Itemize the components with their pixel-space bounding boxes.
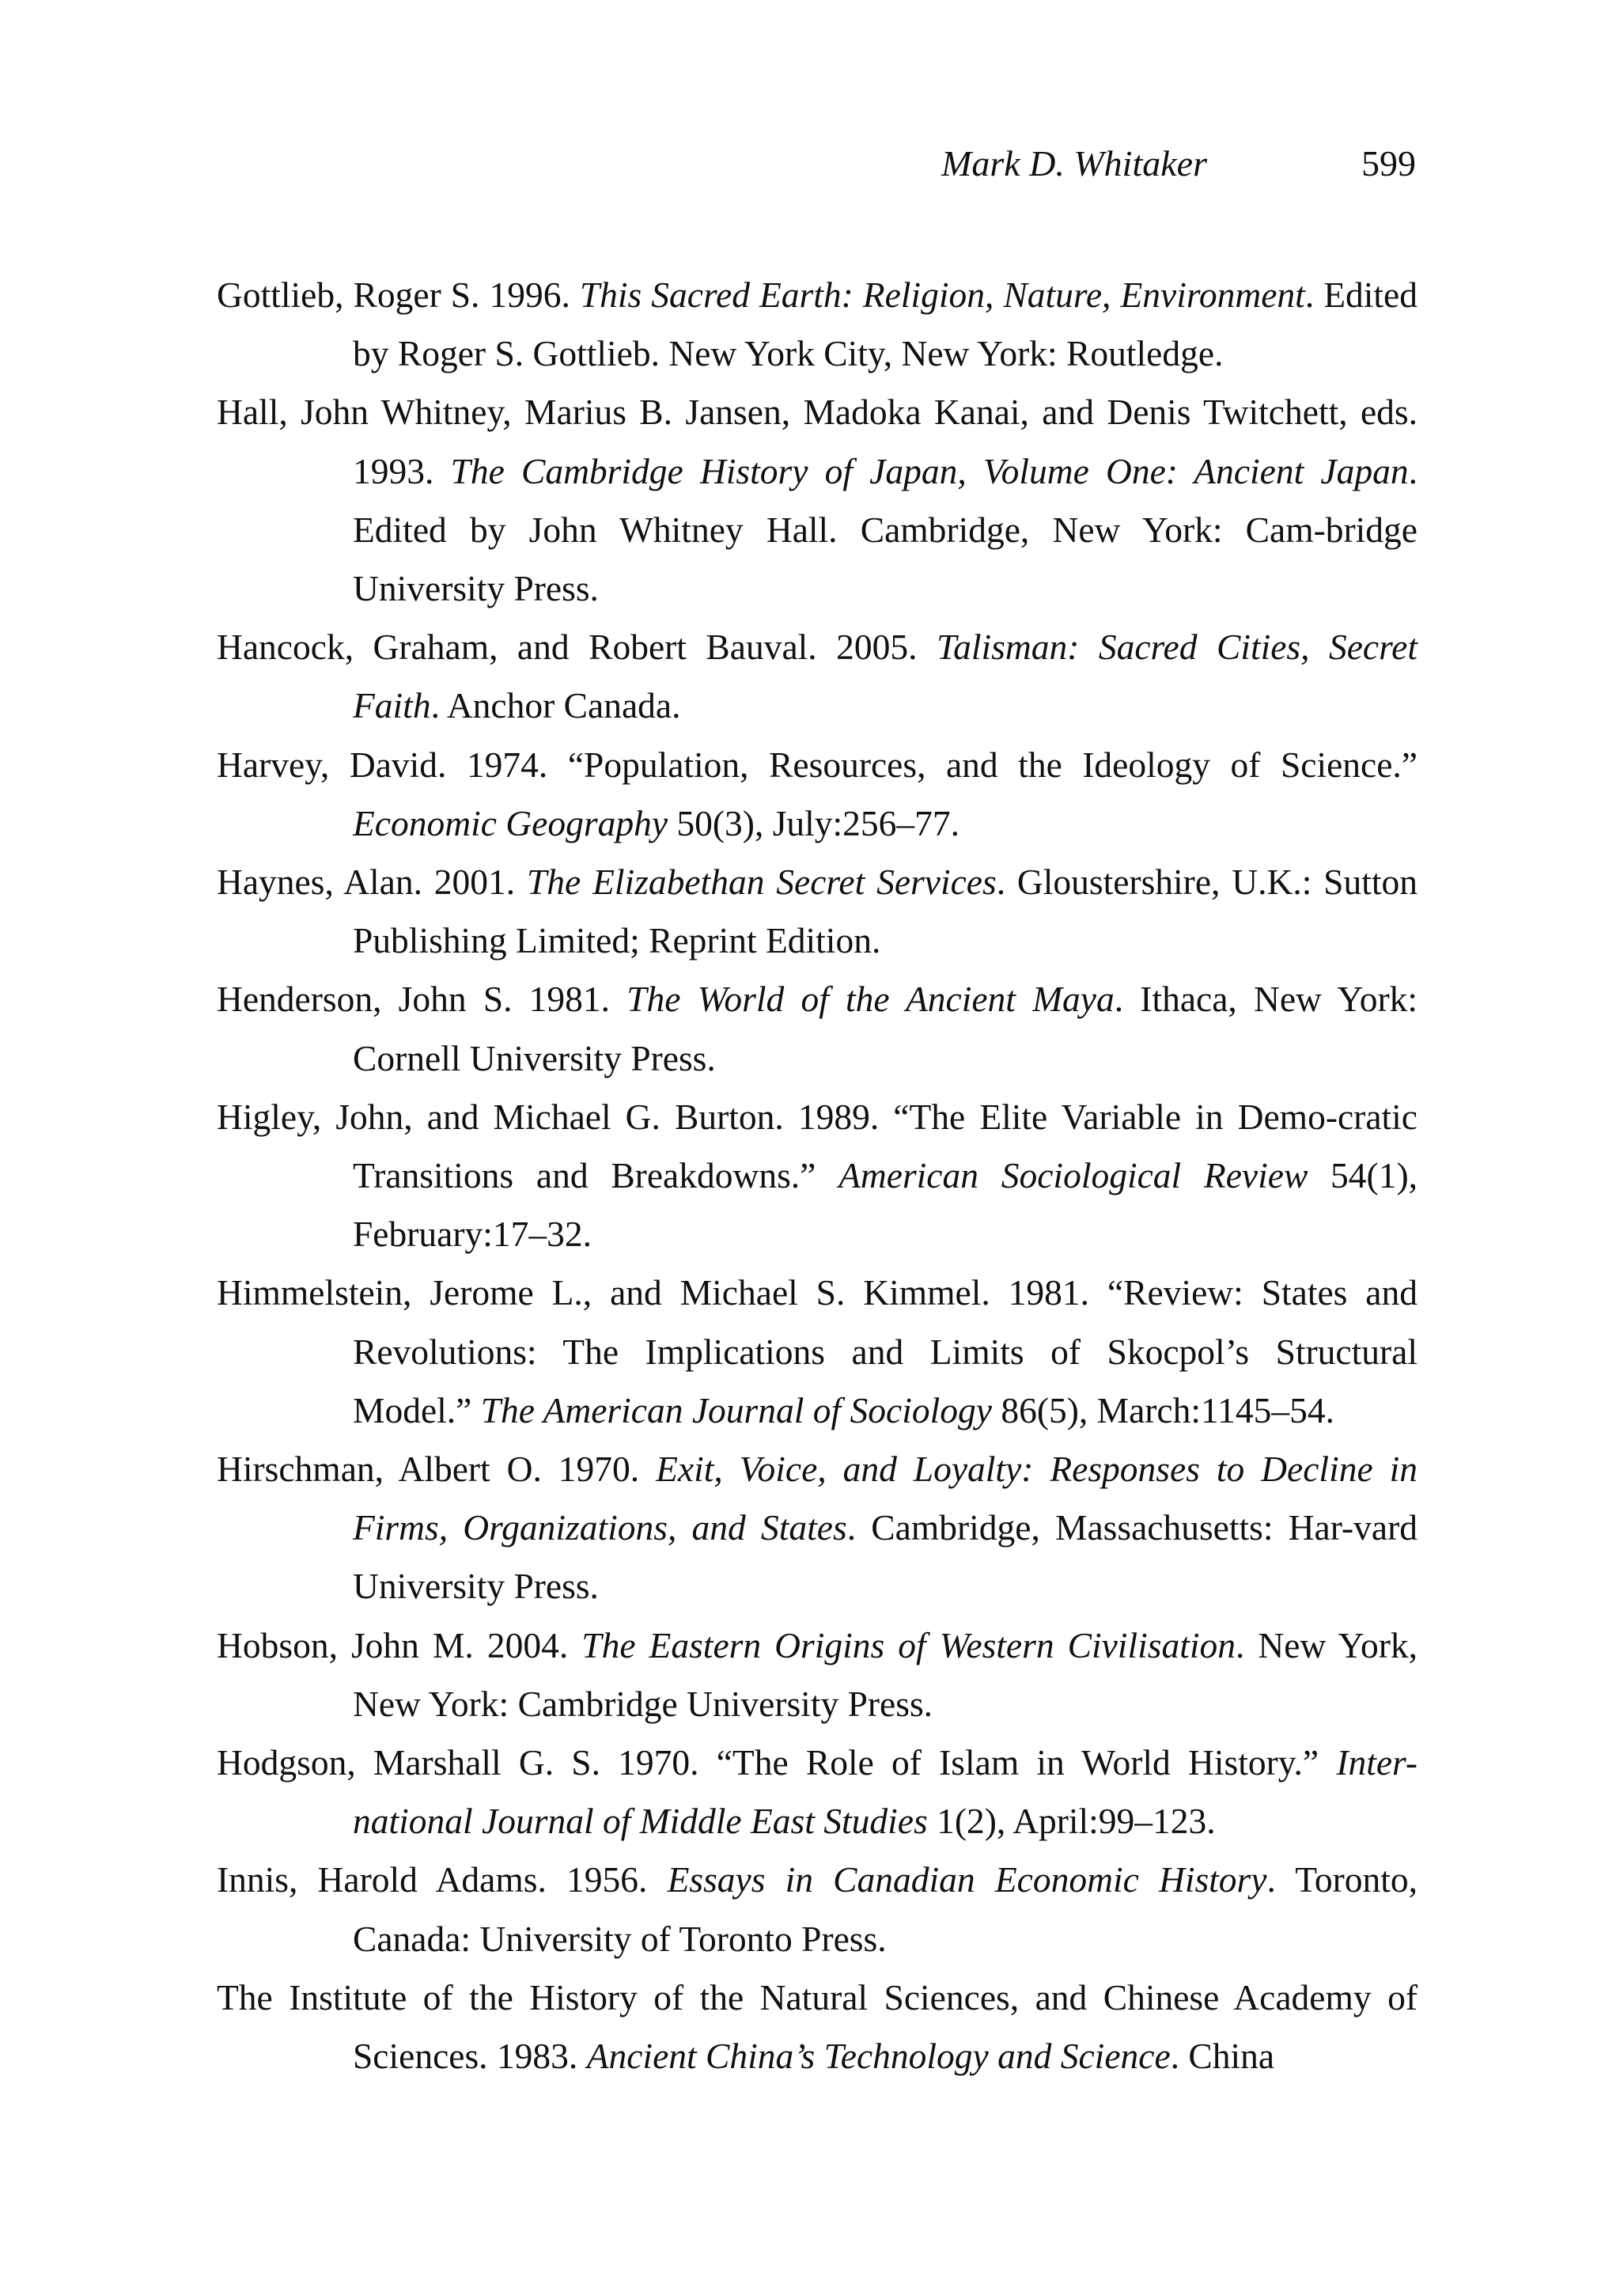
reference-title: Essays in Canadian Economic History bbox=[667, 1859, 1267, 1900]
reference-entry bbox=[217, 970, 1418, 1087]
reference-text: Gottlieb, Roger S. 1996. bbox=[217, 275, 580, 315]
reference-text: Innis, Harold Adams. 1956. bbox=[217, 1859, 668, 1900]
reference-text: Higley, John, and Michael G. Burton. 1989. “The Elite Variable in Demo-cratic Transitions and Breakdowns.” bbox=[217, 1096, 1418, 1196]
reference-text: Hancock, Graham, and Robert Bauval. 2005. bbox=[217, 627, 937, 668]
reference-text: Harvey, David. 1974. “Population, Resources, and the Ideology of Science.” bbox=[217, 744, 1418, 785]
reference-title: Ancient China’s Technology and Science bbox=[586, 2036, 1171, 2077]
reference-entry bbox=[217, 1968, 1418, 2086]
reference-title: The Elizabethan Secret Services bbox=[527, 862, 997, 903]
reference-entry bbox=[217, 1733, 1418, 1851]
reference-title: The Eastern Origins of Western Civilisation bbox=[581, 1624, 1236, 1665]
reference-entry bbox=[217, 1088, 1418, 1264]
running-head-author: Mark D. Whitaker bbox=[941, 143, 1207, 184]
reference-text: 86(5), March:1145–54. bbox=[991, 1389, 1334, 1430]
page-number: 599 bbox=[1361, 143, 1416, 184]
reference-title: The Cambridge History of Japan, Volume One: Ancient Japan bbox=[450, 450, 1409, 491]
reference-entry bbox=[217, 618, 1418, 735]
reference-text: 50(3), July:256–77. bbox=[668, 802, 960, 843]
reference-text: The Institute of the History of the Natural Sciences, and Chinese Academy of Sciences. 1983. bbox=[217, 1976, 1418, 2077]
reference-text: 54(1), February:17–32. bbox=[353, 1155, 1418, 1255]
reference-title: American Sociological Review bbox=[838, 1155, 1308, 1196]
reference-entry bbox=[217, 1851, 1418, 1968]
reference-text: . Cambridge, Massachusetts: Har-vard University Press. bbox=[353, 1507, 1418, 1607]
reference-entry bbox=[217, 853, 1418, 970]
reference-text: Hall, John Whitney, Marius B. Jansen, Madoka Kanai, and Denis Twitchett, eds. 1993. bbox=[217, 392, 1418, 491]
reference-text: Hobson, John M. 2004. bbox=[217, 1624, 582, 1665]
reference-title: This Sacred Earth: Religion, Nature, Environment bbox=[579, 275, 1305, 315]
reference-entry bbox=[217, 383, 1418, 618]
reference-text: Hodgson, Marshall G. S. 1970. “The Role of Islam in World History.” bbox=[217, 1742, 1337, 1783]
reference-text: . Toronto, Canada: University of Toronto Press. bbox=[353, 1859, 1418, 1959]
reference-text: . China bbox=[1170, 2036, 1275, 2077]
reference-title: Talisman: Sacred Cities, Secret Faith bbox=[353, 627, 1418, 726]
reference-text: . New York, New York: Cambridge University Press. bbox=[353, 1624, 1418, 1724]
reference-text: . Edited by Roger S. Gottlieb. New York City, New York: Routledge. bbox=[353, 275, 1418, 374]
running-head bbox=[925, 136, 1416, 191]
reference-entry bbox=[217, 1264, 1418, 1440]
reference-title: The American Journal of Sociology bbox=[480, 1389, 992, 1430]
reference-text: . Edited by John Whitney Hall. Cambridge, New York: Cam-bridge University Press. bbox=[353, 450, 1418, 609]
reference-title: Inter-national Journal of Middle East Studies bbox=[353, 1742, 1418, 1842]
reference-text: Haynes, Alan. 2001. bbox=[217, 862, 527, 903]
reference-list bbox=[217, 266, 1418, 2086]
reference-text: 1(2), April:99–123. bbox=[927, 1801, 1216, 1842]
reference-text: Himmelstein, Jerome L., and Michael S. Kimmel. 1981. “Review: States and Revolutions: The Implications and Limits of Skocpol’s Structural Model.” bbox=[217, 1272, 1418, 1430]
reference-title: The World of the Ancient Maya bbox=[626, 979, 1115, 1020]
reference-text: Hirschman, Albert O. 1970. bbox=[217, 1449, 657, 1490]
reference-title: Exit, Voice, and Loyalty: Responses to Decline in Firms, Organizations, and States bbox=[353, 1449, 1418, 1548]
reference-entry bbox=[217, 1440, 1418, 1616]
reference-text: . Anchor Canada. bbox=[430, 685, 681, 726]
reference-entry bbox=[217, 266, 1418, 383]
reference-entry bbox=[217, 736, 1418, 853]
reference-entry bbox=[217, 1616, 1418, 1733]
reference-text: Henderson, John S. 1981. bbox=[217, 979, 627, 1020]
reference-text: . Gloustershire, U.K.: Sutton Publishing Limited; Reprint Edition. bbox=[353, 862, 1418, 961]
reference-title: Economic Geography bbox=[353, 802, 668, 843]
reference-text: . Ithaca, New York: Cornell University Press. bbox=[353, 979, 1418, 1078]
